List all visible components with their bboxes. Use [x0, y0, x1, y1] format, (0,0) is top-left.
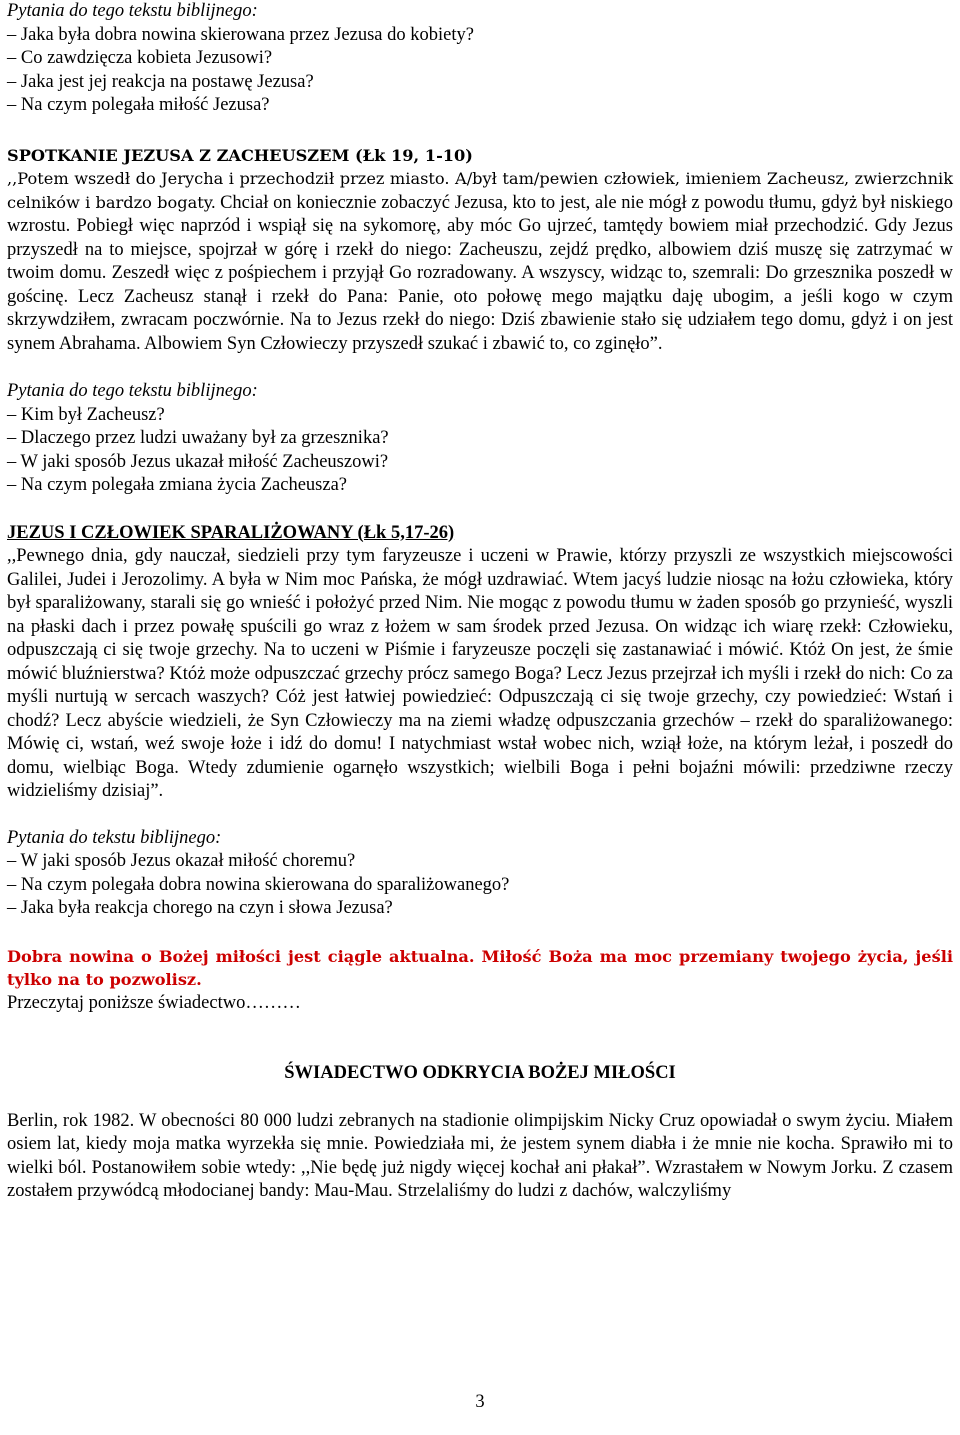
- questions-list: [7, 24, 953, 118]
- section-title: SPOTKANIE JEZUSA Z ZACHEUSZEM (Łk 19, 1-10): [7, 145, 473, 165]
- questions-heading: Pytania do tego tekstu biblijnego:: [7, 381, 258, 401]
- passage-text-mono: ,,Potem wszedł do Jerycha i przechodził przez miasto. A/był tam/pewien człowiek, imieniem Zacheusz, zwierzchnik celników i bardzo bogaty.: [7, 169, 953, 212]
- question-item: – W jaki sposób Jezus ukazał miłość Zacheuszowi?: [7, 451, 389, 472]
- section-paralytic: [7, 522, 953, 921]
- section-title: ŚWIADECTWO ODKRYCIA BOŻEJ MIŁOŚCI: [284, 1063, 676, 1083]
- page-number: 3: [475, 1392, 485, 1412]
- question-item: – W jaki sposób Jezus okazał miłość choremu?: [7, 851, 356, 871]
- passage-text-serif: Chciał on koniecznie zobaczyć Jezusa, kto to jest, ale nie mógł z powodu tłumu, gdyż był niskiego wzrostu. Pobiegł więc naprzód i wspiął się na sykomorę, aby móc Go ujrzeć, tamtędy bowiem miał przechodzić. Gdy Jezus przyszedł na to miejsce, spojrzał w górę i rzekł do niego: Zacheuszu, zejdź prędko, albowiem dziś muszę się zatrzymać w twoim domu. Zeszedł więc z pośpiechem i przyjął Go rozradowany. A wszyscy, widząc to, szemrali: Do grzesznika poszedł w gościnę. Lecz Zacheusz stanął i rzekł do Pana: Panie, oto połowę mego majątku daję ubogim, a jeśli kogo w czym skrzywdziłem, zwracam poczwórnie. Na to Jezus rzekł do niego: Dziś zbawienie stało się udziałem tego domu, gdyż i on jest synem Abrahama. Albowiem Syn Człowieczy przyszedł szukać i zbawić to, co zginęło”.: [7, 192, 954, 354]
- question-item: – Dlaczego przez ludzi uważany był za grzesznika?: [7, 428, 389, 448]
- document-page: [7, 0, 953, 1204]
- questions-block-1: [7, 0, 953, 118]
- question-item: – Kim był Zacheusz?: [7, 404, 165, 425]
- section-testimony: [7, 1062, 953, 1204]
- question-item: – Na czym polegała zmiana życia Zacheusza?: [7, 475, 348, 495]
- question-item: – Na czym polegała miłość Jezusa?: [7, 95, 270, 115]
- question-item: – Jaka była reakcja chorego na czyn i słowa Jezusa?: [7, 898, 393, 918]
- passage-text: ,,Pewnego dnia, gdy nauczał, siedzieli przy tym faryzeusze i uczeni w Prawie, którzy przyszli ze wszystkich miejscowości Galilei, Judei i Jerozolimy. A była w Nim moc Pańska, że mógł uzdrawiać. Wtem jacyś ludzie niosąc na łożu człowieka, który był sparaliżowany, starali się go wnieść i położyć przed Nim. Nie mogąc z powodu tłumu w żaden sposób go przynieść, wyszli na płaski dach i przez powałę spuścili go wraz z łożem w sam środek przed Jezusa. On widząc ich wiarę rzekł: Człowieku, odpuszczają ci się twoje grzechy. Na to uczeni w Piśmie i faryzeusze poczęli się zastanawiać i mówić. Któż On jest, że śmie mówić bluźnierstwa? Któż może odpuszczać grzechy prócz samego Boga? Lecz Jezus przejrzał ich myśli i rzekł do nich: Co za myśli nurtują w sercach waszych? Cóż jest łatwiej powiedzieć: Odpuszczają ci się twoje grzechy, czy powiedzieć: Wstań i chodź? Lecz abyście wiedzieli, że Syn Człowieczy ma na ziemi władzę odpuszczania grzechów – rzekł do sparaliżowanego: Mówię ci, wstań, weź swoje łoże i idź do domu! I natychmiast wstał wobec nich, wziął łoże, na którym leżał, i poszedł do domu, wielbiąc Boga. Wtedy zdumienie ogarnęło wszystkich; wielbili Boga i pełni bojaźni mówili: przedziwne rzeczy widzieliśmy dzisiaj”.: [7, 546, 953, 801]
- callout-text: Dobra nowina o Bożej miłości jest ciągle aktualna. Miłość Boża ma moc przemiany twojego życia, jeśli tylko na to pozwolisz.: [7, 946, 953, 989]
- question-item: – Jaka jest jej reakcja na postawę Jezusa?: [7, 71, 314, 92]
- invitation-text: Przeczytaj poniższe świadectwo………: [7, 992, 301, 1013]
- question-item: – Jaka była dobra nowina skierowana przez Jezusa do kobiety?: [7, 24, 474, 45]
- question-item: – Na czym polegała dobra nowina skierowana do sparaliżowanego?: [7, 874, 510, 895]
- questions-heading: Pytania do tego tekstu biblijnego:: [7, 1, 258, 21]
- passage-text: [7, 167, 953, 356]
- questions-list: [7, 404, 953, 498]
- question-item: – Co zawdzięcza kobieta Jezusowi?: [7, 48, 273, 68]
- section-title: JEZUS I CZŁOWIEK SPARALIŻOWANY (Łk 5,17-26): [7, 522, 455, 543]
- section-zacheusz: [7, 144, 953, 498]
- testimony-text: Berlin, rok 1982. W obecności 80 000 ludzi zebranych na stadionie olimpijskim Nicky Cruz opowiadał o swym życiu. Miałem osiem lat, kiedy moja matka wyrzekła się mnie. Powiedziała mi, że jestem synem diabła i że mnie nie kocha. Sprawiło mi to wielki ból. Postanowiłem sobie wtedy: ,,Nie będę już nigdy więcej kochał ani płakał”. Wzrastałem w Nowym Jorku. Z czasem zostałem przywódcą młodocianej bandy: Mau-Mau. Strzelaliśmy do ludzi z dachów, walczyliśmy: [7, 1110, 953, 1201]
- questions-heading: Pytania do tekstu biblijnego:: [7, 827, 222, 848]
- questions-list: [7, 850, 953, 921]
- callout-block: [7, 945, 953, 1016]
